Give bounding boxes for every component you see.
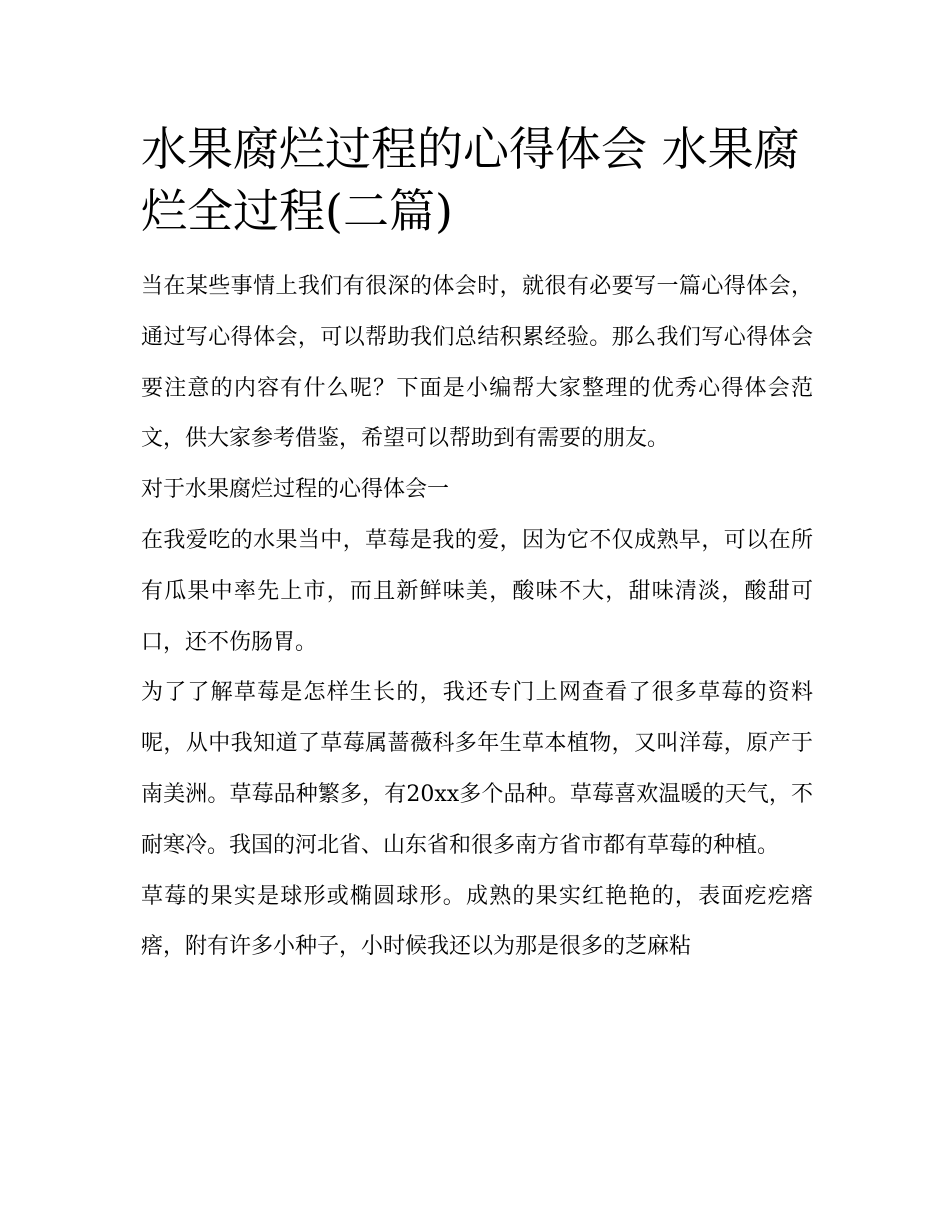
body-paragraph-2: 为了了解草莓是怎样生长的，我还专门上网查看了很多草莓的资料呢，从中我知道了草莓属蔷薇科多年生草本植物，又叫洋莓，原产于南美洲。草莓品种繁多，有20xx多个品种。草莓喜欢温暖的天气，不耐寒冷。我国的河北省、山东省和很多南方省市都有草莓的种植。 (141, 680, 813, 858)
intro-paragraph: 当在某些事情上我们有很深的体会时，就很有必要写一篇心得体会，通过写心得体会，可以帮助我们总结积累经验。那么我们写心得体会要注意的内容有什么呢？下面是小编帮大家整理的优秀心得体会范文，供大家参考借鉴，希望可以帮助到有需要的朋友。 (141, 274, 813, 452)
document-page (141, 118, 813, 973)
document-title: 水果腐烂过程的心得体会 水果腐烂全过程(二篇) (141, 122, 800, 238)
body-paragraph-3: 草莓的果实是球形或椭圆球形。成熟的果实红艳艳的，表面疙疙瘩瘩，附有许多小种子，小时候我还以为那是很多的芝麻粘 (141, 883, 813, 960)
body-paragraph-1: 在我爱吃的水果当中，草莓是我的爱，因为它不仅成熟早，可以在所有瓜果中率先上市，而且新鲜味美，酸味不大，甜味清淡，酸甜可口，还不伤肠胃。 (141, 527, 813, 655)
section-heading: 对于水果腐烂过程的心得体会一 (141, 477, 450, 503)
